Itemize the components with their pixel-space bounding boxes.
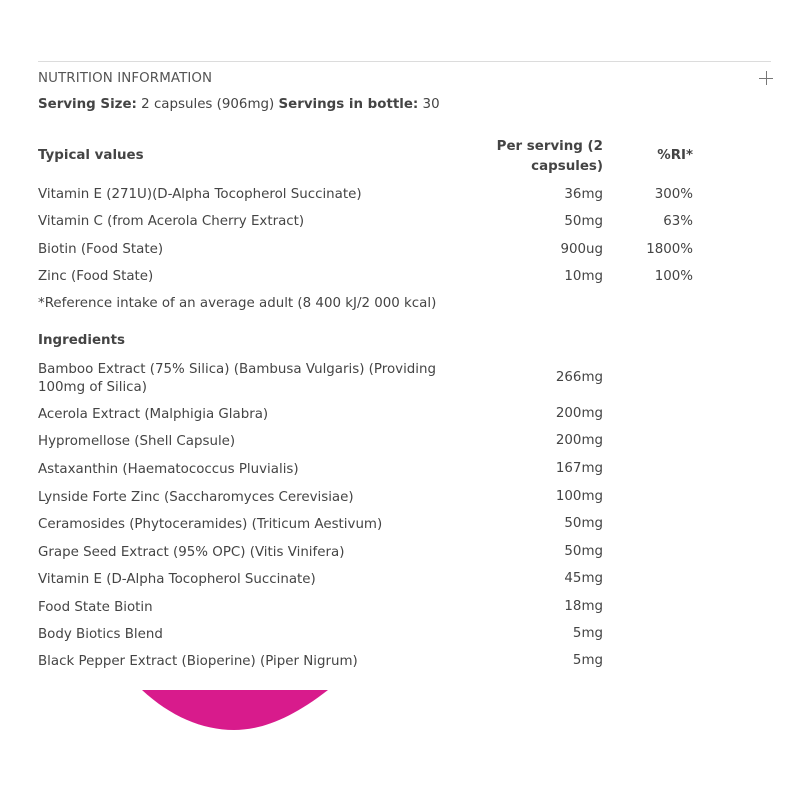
nutrition-row bbox=[38, 214, 718, 234]
ingredients-header: Ingredients bbox=[38, 333, 125, 348]
nutrient-amount: 36mg bbox=[564, 187, 603, 202]
ingredient-row bbox=[38, 516, 608, 536]
ingredient-name: Lynside Forte Zinc (Saccharomyces Cerevisiae) bbox=[38, 490, 354, 505]
ingredient-row bbox=[38, 653, 608, 673]
serving-size-value: 2 capsules (906mg) bbox=[136, 97, 279, 112]
nutrient-ri: 1800% bbox=[646, 242, 693, 257]
nutrition-row bbox=[38, 269, 718, 289]
nutrient-name: Zinc (Food State) bbox=[38, 269, 154, 284]
ingredient-row bbox=[38, 461, 608, 481]
per-serving-header: Per serving (2 capsules) bbox=[496, 139, 603, 174]
top-divider bbox=[38, 61, 771, 62]
ri-header: %RI* bbox=[657, 148, 693, 163]
ingredient-amount: 5mg bbox=[572, 653, 603, 668]
ingredient-row bbox=[38, 489, 608, 509]
plus-icon[interactable] bbox=[758, 70, 774, 86]
nutrient-amount: 50mg bbox=[564, 214, 603, 229]
ingredient-amount: 5mg bbox=[572, 626, 603, 641]
serving-info bbox=[38, 97, 440, 112]
ingredient-name: Body Biotics Blend bbox=[38, 627, 163, 642]
nutrient-name: Biotin (Food State) bbox=[38, 242, 164, 257]
section-title: NUTRITION INFORMATION bbox=[38, 71, 213, 86]
ingredient-name: Food State Biotin bbox=[38, 600, 153, 615]
ingredient-amount: 200mg bbox=[555, 406, 603, 421]
ingredient-amount: 167mg bbox=[555, 461, 603, 476]
ingredient-amount: 50mg bbox=[564, 516, 603, 531]
ingredient-amount: 266mg bbox=[555, 370, 603, 385]
nutrient-ri: 100% bbox=[654, 269, 693, 284]
nutrient-amount: 10mg bbox=[564, 269, 603, 284]
ingredient-row bbox=[38, 599, 608, 619]
reference-intake-footnote: *Reference intake of an average adult (8 400 kJ/2 000 kcal) bbox=[38, 296, 437, 311]
nutrient-amount: 900ug bbox=[560, 242, 603, 257]
nutrient-name: Vitamin E (271U)(D-Alpha Tocopherol Succinate) bbox=[38, 187, 362, 202]
ingredient-row bbox=[38, 571, 608, 591]
ingredient-row bbox=[38, 626, 608, 646]
serving-size-label: Serving Size: bbox=[38, 97, 137, 112]
servings-in-bottle-value: 30 bbox=[418, 97, 440, 112]
ingredient-amount: 50mg bbox=[564, 544, 603, 559]
ingredient-name: Acerola Extract (Malphigia Glabra) bbox=[38, 407, 269, 422]
pink-decorative-shape bbox=[142, 690, 332, 732]
servings-in-bottle-label: Servings in bottle: bbox=[278, 97, 419, 112]
nutrient-ri: 300% bbox=[654, 187, 693, 202]
ingredient-name: Astaxanthin (Haematococcus Pluvialis) bbox=[38, 462, 299, 477]
nutrient-ri: 63% bbox=[663, 214, 693, 229]
ingredient-name: Vitamin E (D-Alpha Tocopherol Succinate) bbox=[38, 572, 316, 587]
ingredient-row bbox=[38, 544, 608, 564]
ingredient-amount: 100mg bbox=[555, 489, 603, 504]
typical-values-header: Typical values bbox=[38, 148, 144, 163]
ingredient-row bbox=[38, 433, 608, 453]
nutrient-name: Vitamin C (from Acerola Cherry Extract) bbox=[38, 214, 305, 229]
ingredient-amount: 200mg bbox=[555, 433, 603, 448]
nutrition-row bbox=[38, 187, 718, 207]
ingredient-name: Ceramosides (Phytoceramides) (Triticum Aestivum) bbox=[38, 517, 383, 532]
ingredient-name: Black Pepper Extract (Bioperine) (Piper Nigrum) bbox=[38, 654, 358, 669]
ingredient-name: Hypromellose (Shell Capsule) bbox=[38, 434, 236, 449]
ingredient-name: Grape Seed Extract (95% OPC) (Vitis Vinifera) bbox=[38, 545, 345, 560]
ingredient-amount: 18mg bbox=[564, 599, 603, 614]
ingredient-row bbox=[38, 361, 608, 399]
nutrition-row bbox=[38, 242, 718, 262]
ingredient-row bbox=[38, 406, 608, 426]
ingredient-amount: 45mg bbox=[564, 571, 603, 586]
ingredient-name: Bamboo Extract (75% Silica) (Bambusa Vulgaris) (Providing 100mg of Silica) bbox=[38, 362, 436, 395]
